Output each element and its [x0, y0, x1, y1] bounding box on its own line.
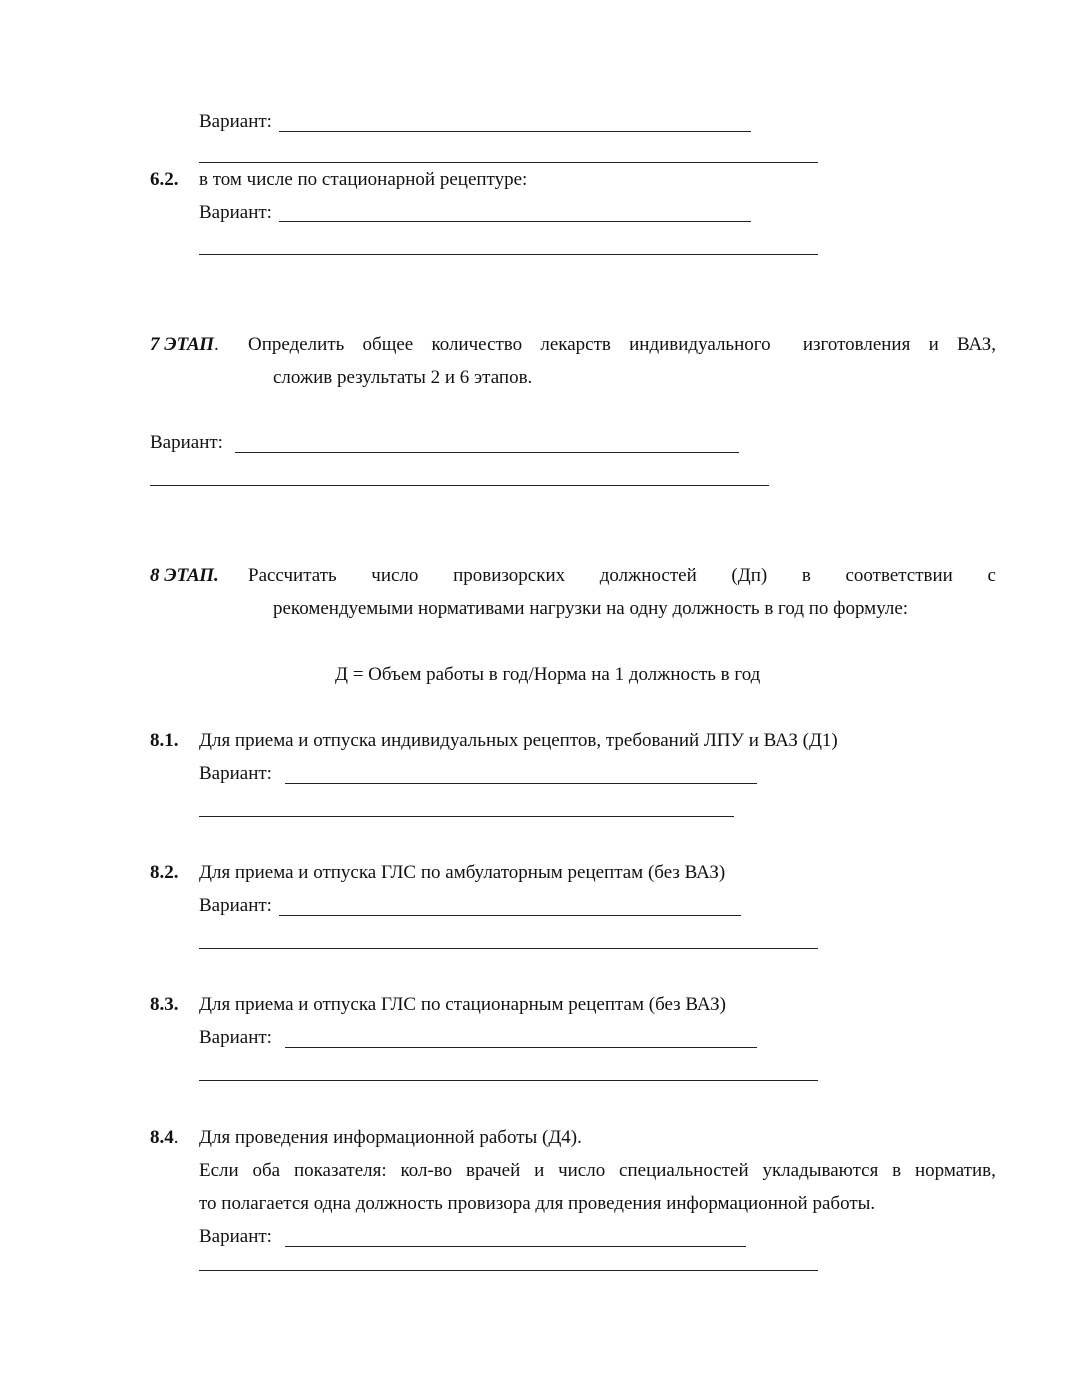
answer-line[interactable] [199, 816, 734, 817]
section-text: Для приема и отпуска ГЛС по стационарным рецептам (без ВАЗ) [199, 994, 726, 1015]
section-number: 8.3. [150, 994, 179, 1015]
section-number: 8.4. [150, 1127, 179, 1148]
section-number: 6.2. [150, 169, 179, 190]
answer-line[interactable] [279, 131, 751, 132]
stage-description-line: рекомендуемыми нормативами нагрузки на одну должность в год по формуле: [273, 598, 909, 619]
variant-label: Вариант: [199, 1226, 272, 1247]
answer-line[interactable] [279, 221, 751, 222]
stage-label: 7 ЭТАП. [150, 334, 219, 355]
section-text-line: то полагается одна должность провизора для проведения информационной работы. [199, 1193, 876, 1214]
section-text: Для приема и отпуска ГЛС по амбулаторным рецептам (без ВАЗ) [199, 862, 726, 883]
answer-line[interactable] [199, 1080, 818, 1081]
section-text: Для приема и отпуска индивидуальных рецептов, требований ЛПУ и ВАЗ (Д1) [199, 730, 838, 751]
answer-line[interactable] [279, 915, 741, 916]
answer-line[interactable] [199, 162, 818, 163]
variant-label: Вариант: [199, 1027, 272, 1048]
answer-line[interactable] [199, 254, 818, 255]
formula: Д = Объем работы в год/Норма на 1 должность в год [335, 664, 761, 685]
answer-line[interactable] [285, 1246, 746, 1247]
section-text: Для проведения информационной работы (Д4). [199, 1127, 582, 1148]
section-number: 8.1. [150, 730, 179, 751]
answer-line[interactable] [285, 1047, 757, 1048]
section-text-line: Если оба показателя: кол-во врачей и число специальностей укладываются в норматив, [199, 1160, 996, 1181]
stage-description-line: сложив результаты 2 и 6 этапов. [273, 367, 533, 388]
variant-label: Вариант: [199, 895, 272, 916]
answer-line[interactable] [235, 452, 739, 453]
section-number: 8.2. [150, 862, 179, 883]
stage-description-line: Рассчитать число провизорских должностей (Дп) в соответствии с [248, 565, 996, 586]
variant-label: Вариант: [199, 111, 272, 132]
variant-label: Вариант: [150, 432, 223, 453]
stage-description-line: Определить общее количество лекарств индивидуального изготовления и ВАЗ, [248, 334, 996, 355]
answer-line[interactable] [285, 783, 757, 784]
answer-line[interactable] [199, 1270, 818, 1271]
answer-line[interactable] [199, 948, 818, 949]
answer-line[interactable] [150, 485, 769, 486]
stage-label: 8 ЭТАП. [150, 565, 219, 586]
variant-label: Вариант: [199, 763, 272, 784]
variant-label: Вариант: [199, 202, 272, 223]
section-text: в том числе по стационарной рецептуре: [199, 169, 528, 190]
